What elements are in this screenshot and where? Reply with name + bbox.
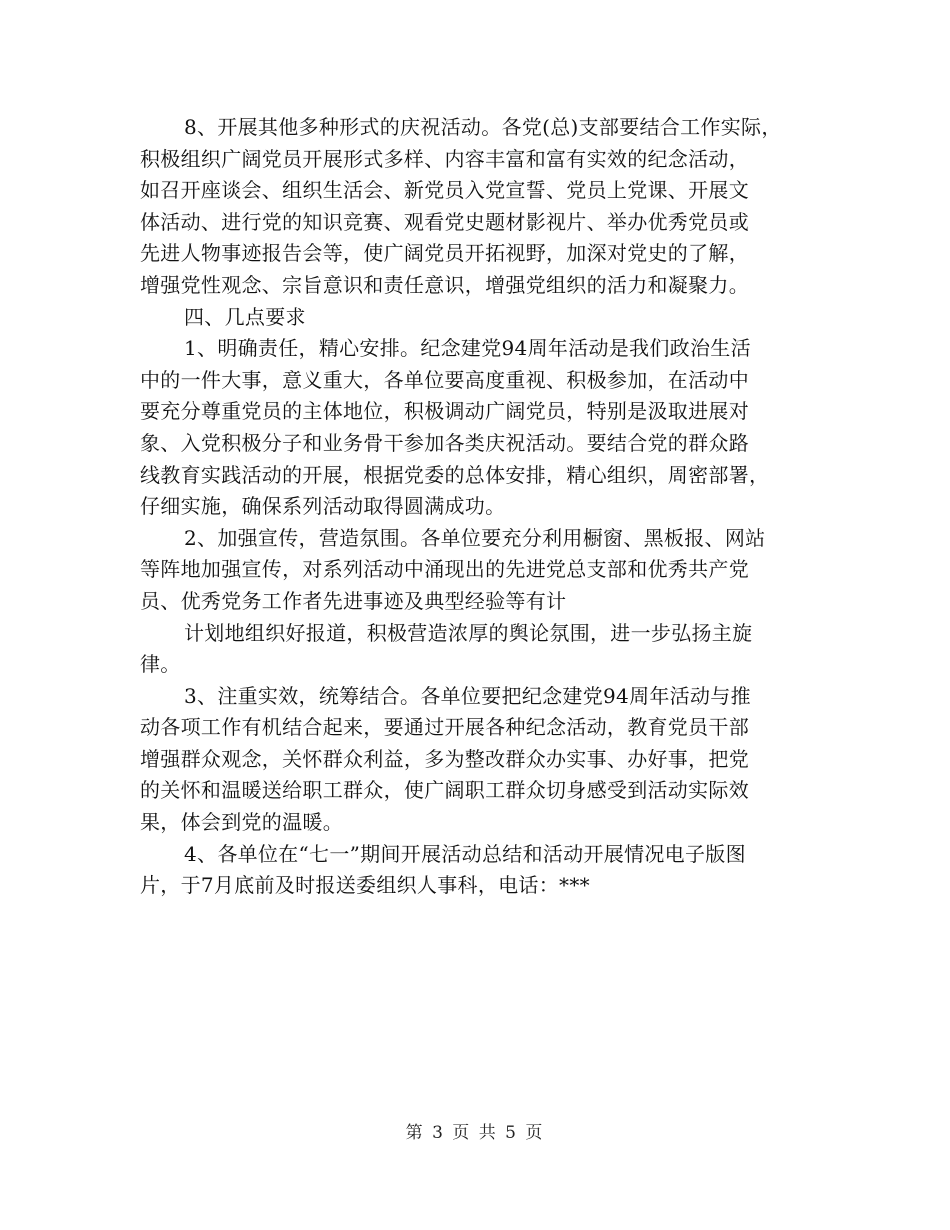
paragraph-3-line-5: 果，体会到党的温暖。	[140, 810, 343, 835]
paragraph-2-line-2: 等阵地加强宣传，对系列活动中涌现出的先进党总支部和优秀共产党	[140, 557, 749, 582]
paragraph-4-line-2: 片，于7月底前及时报送委组织人事科，电话：***	[140, 873, 590, 898]
paragraph-8-line-2: 积极组织广阔党员开展形式多样、内容丰富和富有实效的纪念活动，	[140, 146, 749, 171]
paragraph-4-line-1: 4、各单位在“七一”期间开展活动总结和活动开展情况电子版图	[184, 841, 746, 866]
document-body	[140, 112, 820, 902]
paragraph-8-line-4: 体活动、进行党的知识竞赛、观看党史题材影视片、举办优秀党员或	[140, 209, 749, 234]
paragraph-2-line-5: 律。	[140, 652, 181, 677]
section-heading-requirements: 四、几点要求	[184, 304, 306, 329]
page-number-footer: 第 3 页 共 5 页	[405, 1123, 545, 1143]
paragraph-2-line-1: 2、加强宣传，营造氛围。各单位要充分利用橱窗、黑板报、网站	[184, 525, 766, 550]
paragraph-1-line-1: 1、明确责任，精心安排。纪念建党94周年活动是我们政治生活	[184, 336, 751, 361]
paragraph-3-line-2: 动各项工作有机结合起来，要通过开展各种纪念活动，教育党员干部	[140, 715, 749, 740]
paragraph-8-line-5: 先进人物事迹报告会等，使广阔党员开拓视野，加深对党史的了解，	[140, 241, 749, 266]
paragraph-3-line-4: 的关怀和温暖送给职工群众，使广阔职工群众切身感受到活动实际效	[140, 778, 749, 803]
paragraph-8-line-6: 增强党性观念、宗旨意识和责任意识，增强党组织的活力和凝聚力。	[140, 272, 749, 297]
paragraph-1-line-3: 要充分尊重党员的主体地位，积极调动广阔党员，特别是汲取进展对	[140, 399, 749, 424]
paragraph-1-line-4: 象、入党积极分子和业务骨干参加各类庆祝活动。要结合党的群众路	[140, 430, 749, 455]
paragraph-3-line-3: 增强群众观念，关怀群众利益，多为整改群众办实事、办好事，把党	[140, 746, 749, 771]
paragraph-1-line-2: 中的一件大事，意义重大，各单位要高度重视、积极参加，在活动中	[140, 367, 749, 392]
paragraph-2-line-3: 员、优秀党务工作者先进事迹及典型经验等有计	[140, 588, 567, 613]
paragraph-8-line-1: 8、开展其他多种形式的庆祝活动。各党(总)支部要结合工作实际，	[184, 115, 782, 139]
paragraph-2-line-4: 计划地组织好报道，积极营造浓厚的舆论氛围，进一步弘扬主旋	[184, 620, 753, 645]
paragraph-8-line-3: 如召开座谈会、组织生活会、新党员入党宣誓、党员上党课、开展文	[140, 178, 749, 203]
paragraph-3-line-1: 3、注重实效，统筹结合。各单位要把纪念建党94周年活动与推	[184, 683, 751, 708]
paragraph-1-line-5: 线教育实践活动的开展，根据党委的总体安排，精心组织，周密部署，	[140, 462, 770, 487]
paragraph-1-line-6: 仔细实施，确保系列活动取得圆满成功。	[140, 494, 506, 519]
